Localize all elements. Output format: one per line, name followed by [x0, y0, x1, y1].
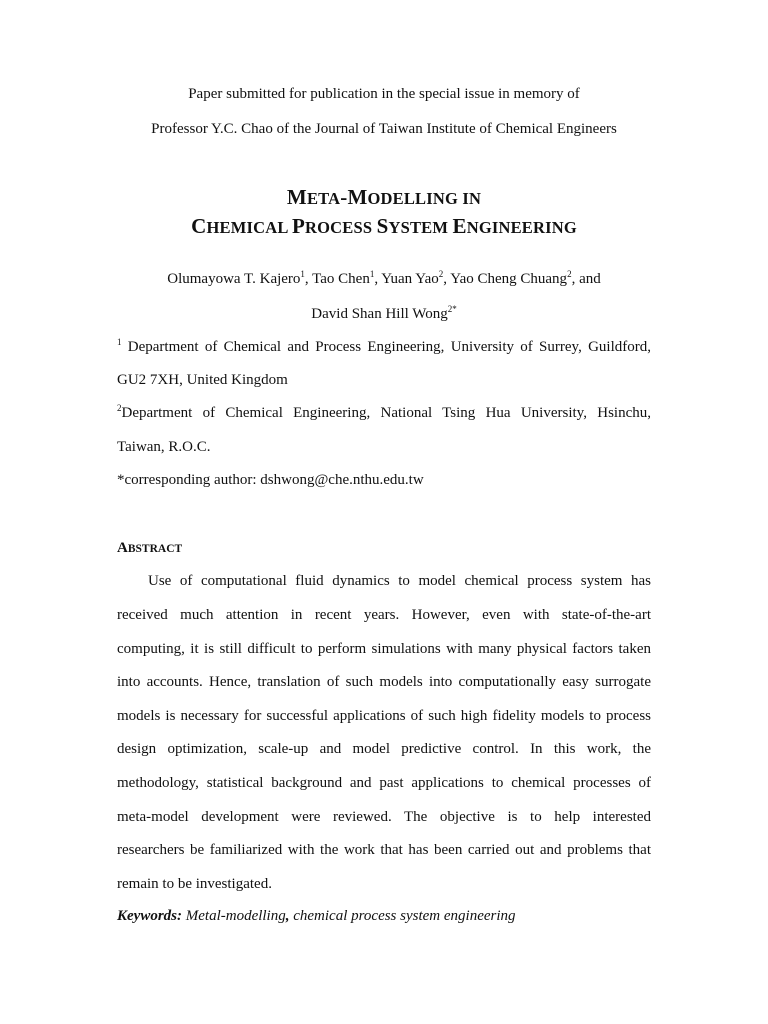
keywords-line: Keywords: Metal-modelling, chemical process system engineering: [117, 908, 516, 924]
keyword: chemical process system engineering: [293, 908, 516, 924]
affiliation-1-line-1: $^1$ Department of Chemical and Process Engineering, University of Surrey, Guildford,: [117, 337, 651, 355]
author-list-line-1: Olumayowa T. Kajero$^1$, Tao Chen$^1$, Yuan Yao$^2$, Yao Cheng Chuang$^2$, and: [167, 269, 601, 287]
paper-title-line-2: CHEMICAL PROCESS SYSTEM ENGINEERING: [191, 214, 577, 238]
abstract-line: meta-model development were reviewed. The objective is to help interested: [117, 809, 651, 825]
abstract-heading: ABSTRACT: [117, 540, 183, 556]
abstract-line: models is necessary for successful applications of such high fidelity models to process: [117, 708, 651, 724]
abstract-line: methodology, statistical background and past applications to chemical processes of: [117, 775, 651, 791]
abstract-line: received much attention in recent years. However, even with state-of-the-art: [117, 607, 651, 623]
keyword: Metal-modelling: [185, 908, 286, 924]
affiliation-2-line-1: $^2$Department of Chemical Engineering, National Tsing Hua University, Hsinchu,: [117, 403, 651, 421]
abstract-line: design optimization, scale-up and model predictive control. In this work, the: [117, 741, 651, 757]
header-line-1: Paper submitted for publication in the special issue in memory of: [188, 86, 580, 102]
header-line-2: Professor Y.C. Chao of the Journal of Taiwan Institute of Chemical Engineers: [151, 121, 617, 137]
author-list-line-2: David Shan Hill Wong$^{2*}$: [311, 304, 457, 322]
keywords-label: Keywords: [117, 908, 177, 924]
abstract-line: remain to be investigated.: [117, 876, 272, 892]
affiliation-1-line-2: GU2 7XH, United Kingdom: [117, 372, 288, 388]
abstract-line: into accounts. Hence, translation of such models into computationally easy surrogate: [117, 674, 651, 690]
abstract-line: researchers be familiarized with the work that has been carried out and problems that: [117, 842, 651, 858]
abstract-line: Use of computational fluid dynamics to model chemical process system has: [148, 573, 651, 589]
paper-title-line-1: META-MODELLING IN: [286, 185, 482, 209]
affiliation-2-line-2: Taiwan, R.O.C.: [117, 439, 211, 455]
abstract-line: computing, it is still difficult to perform simulations with many physical factors taken: [117, 641, 651, 657]
corresponding-author: *corresponding author: dshwong@che.nthu.edu.tw: [117, 472, 424, 488]
